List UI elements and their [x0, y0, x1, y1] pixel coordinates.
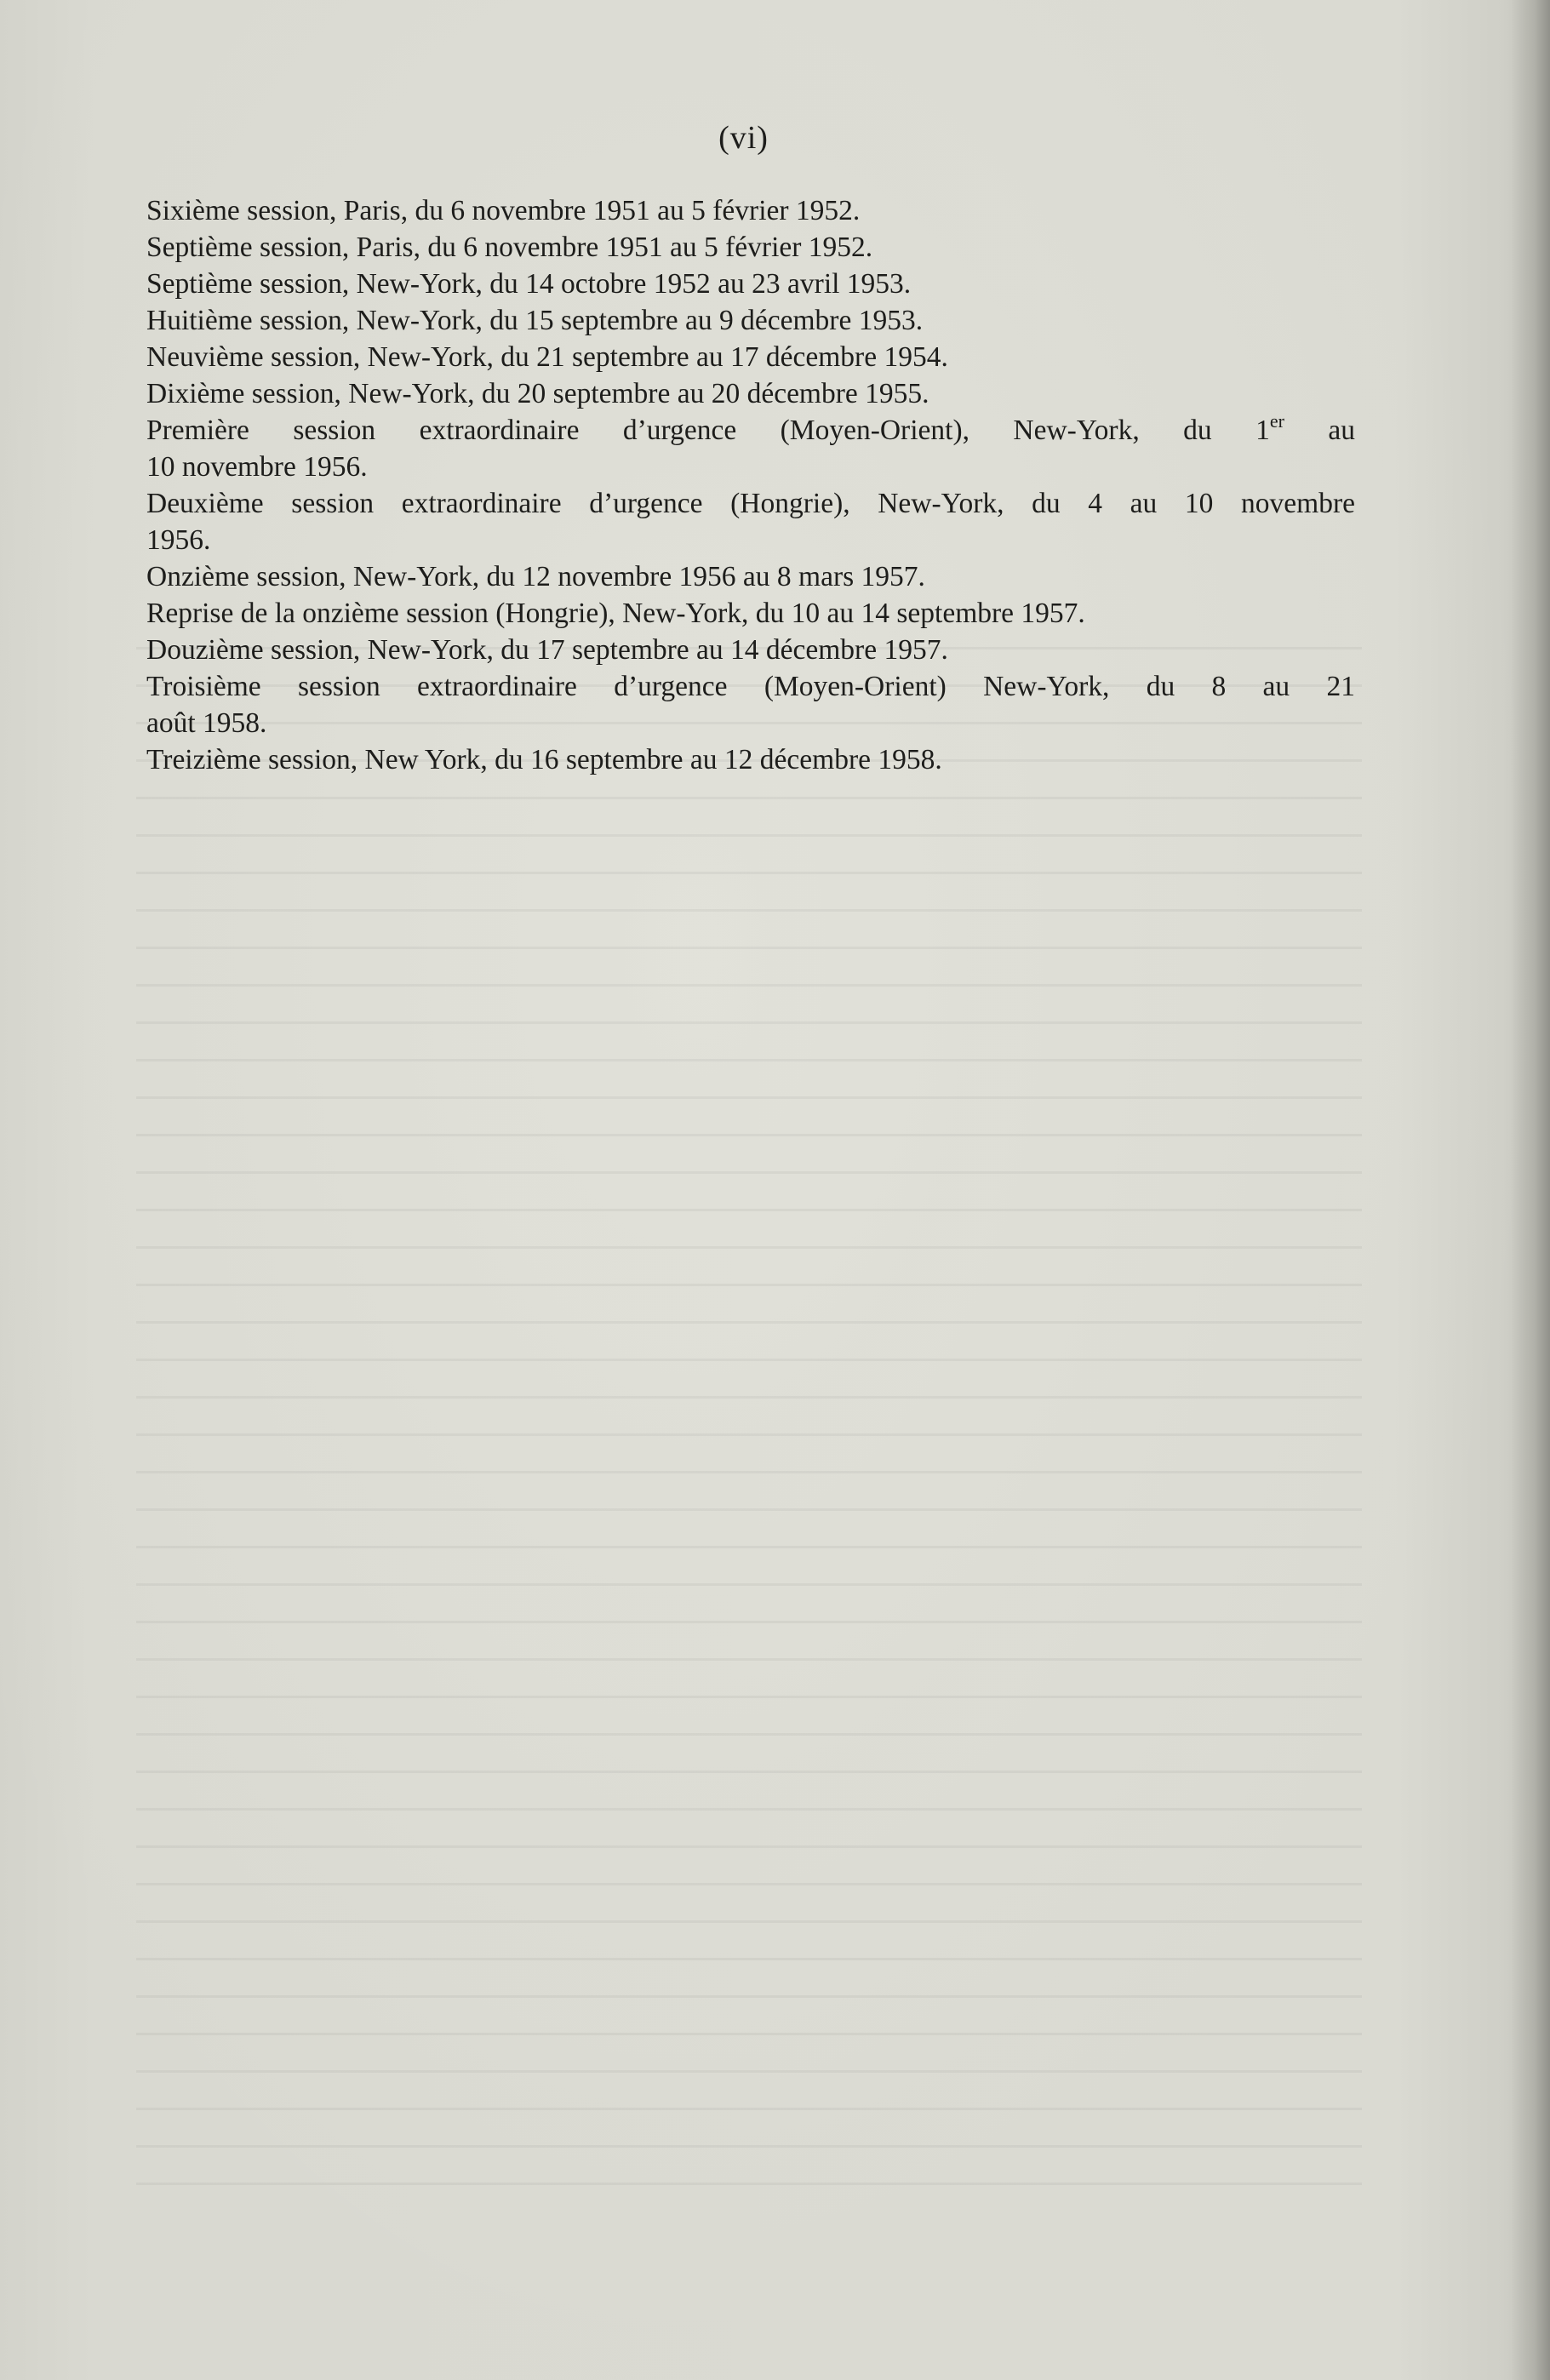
session-entry: Neuvième session, New-York, du 21 septembre au 17 décembre 1954.: [146, 341, 948, 373]
session-entry: [146, 485, 1355, 558]
session-entry: Onzième session, New-York, du 12 novembre 1956 au 8 mars 1957.: [146, 561, 925, 592]
session-entry: [146, 412, 1355, 485]
session-entry: Septième session, New-York, du 14 octobre 1952 au 23 avril 1953.: [146, 268, 912, 300]
session-entry: Douzième session, New-York, du 17 septembre au 14 décembre 1957.: [146, 634, 948, 666]
session-entry: [146, 668, 1355, 741]
session-entry: Septième session, Paris, du 6 novembre 1951 au 5 février 1952.: [146, 232, 873, 263]
session-entry-continuation: 10 novembre 1956.: [146, 451, 368, 483]
session-entry-text: Première session extraordinaire d’urgence (Moyen-Orient), New-York, du 1: [146, 415, 1270, 446]
session-entry: Huitième session, New-York, du 15 septembre au 9 décembre 1953.: [146, 305, 924, 336]
ordinal-superscript: er: [1269, 410, 1284, 432]
session-entry: Reprise de la onzième session (Hongrie), New-York, du 10 au 14 septembre 1957.: [146, 598, 1085, 629]
session-entry-first-line: Deuxième session extraordinaire d’urgence (Hongrie), New-York, du 4 au 10 novembre: [146, 488, 1355, 519]
session-entry-continuation: 1956.: [146, 524, 211, 556]
session-list: [146, 192, 1355, 778]
session-entry-first-line: [146, 410, 1355, 449]
reverse-side-show-through: [136, 647, 1362, 2188]
session-entry: Treizième session, New York, du 16 septembre au 12 décembre 1958.: [146, 744, 942, 775]
session-entry-first-line: Troisième session extraordinaire d’urgence (Moyen-Orient) New-York, du 8 au 21: [146, 671, 1355, 702]
session-entry: Dixième session, New-York, du 20 septembre au 20 décembre 1955.: [146, 378, 929, 409]
binding-edge: [1511, 0, 1550, 2380]
session-entry: Sixième session, Paris, du 6 novembre 1951 au 5 février 1952.: [146, 195, 861, 226]
session-entry-text-end: au: [1284, 415, 1355, 446]
page-number: (vi): [718, 120, 769, 156]
session-entry-continuation: août 1958.: [146, 707, 267, 739]
